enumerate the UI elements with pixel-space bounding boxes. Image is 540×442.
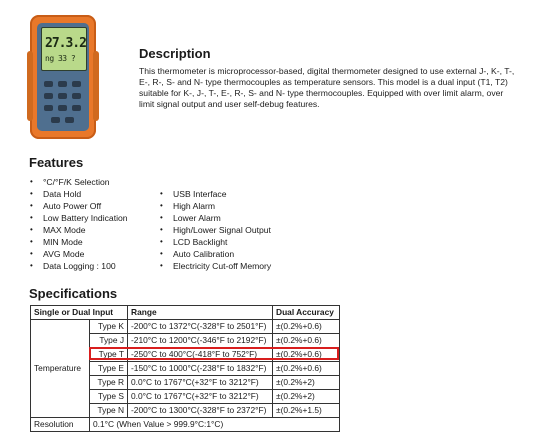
range-cell: -210°C to 1200°C(-346°F to 2192°F) [128,334,273,348]
thermocouple-type: Type K [90,320,128,334]
accuracy-cell: ±(0.2%+0.6) [273,334,340,348]
feature-item: • Data Hold [30,188,128,200]
table-row [31,320,340,334]
accuracy-cell: ±(0.2%+0.6) [273,362,340,376]
feature-item: • Data Logging : 100 [30,260,128,272]
accuracy-cell: ±(0.2%+2) [273,390,340,404]
accuracy-cell: ±(0.2%+0.6) [273,320,340,334]
temperature-label: Temperature [31,320,90,418]
feature-item: • LCD Backlight [160,236,271,248]
column-header-input: Single or Dual Input [31,306,128,320]
thermocouple-type: Type N [90,404,128,418]
range-cell: -200°C to 1372°C(-328°F to 2501°F) [128,320,273,334]
feature-item: • USB Interface [160,188,271,200]
range-cell: 0.0°C to 1767°C(+32°F to 3212°F) [128,376,273,390]
accuracy-cell: ±(0.2%+0.6) [273,348,340,362]
feature-item: • Low Battery Indication [30,212,128,224]
thermocouple-type: Type T [90,348,128,362]
accuracy-cell: ±(0.2%+1.5) [273,404,340,418]
specifications-table [30,305,340,432]
feature-item: • MIN Mode [30,236,128,248]
feature-item: • High Alarm [160,200,271,212]
feature-item: • Electricity Cut-off Memory [160,260,271,272]
range-cell: -150°C to 1000°C(-238°F to 1832°F) [128,362,273,376]
device-right-grip [93,51,99,121]
device-key [72,81,81,87]
thermocouple-type: Type J [90,334,128,348]
feature-item: • MAX Mode [30,224,128,236]
thermocouple-type: Type E [90,362,128,376]
table-header-row [31,306,340,320]
range-cell: -200°C to 1300°C(-328°F to 2372°F) [128,404,273,418]
device-key [72,93,81,99]
device-key [44,81,53,87]
feature-item: • Auto Power Off [30,200,128,212]
range-cell: 0.0°C to 1767°C(+32°F to 3212°F) [128,390,273,404]
device-lcd [41,27,87,71]
thermocouple-type: Type R [90,376,128,390]
resolution-label: Resolution [31,418,90,432]
device-left-grip [27,51,33,121]
device-key [58,105,67,111]
specifications-heading: Specifications [29,286,118,301]
device-key [51,117,60,123]
device-key [44,105,53,111]
feature-item: • Auto Calibration [160,248,271,260]
accuracy-cell: ±(0.2%+2) [273,376,340,390]
feature-item: • High/Lower Signal Output [160,224,271,236]
device-key [44,93,53,99]
resolution-value: 0.1°C (When Value > 999.9°C:1°C) [90,418,340,432]
lcd-sub-reading: ng 33 ? [45,54,76,63]
features-list-left [30,176,128,272]
thermocouple-type: Type S [90,390,128,404]
column-header-accuracy: Dual Accuracy [273,306,340,320]
thermometer-device-image [30,15,96,139]
column-header-range: Range [128,306,273,320]
device-key [65,117,74,123]
device-key [72,105,81,111]
table-row-resolution [31,418,340,432]
device-key [58,81,67,87]
device-key [58,93,67,99]
features-heading: Features [29,155,84,170]
description-heading: Description [139,46,211,61]
feature-item: • AVG Mode [30,248,128,260]
description-text: This thermometer is microprocessor-based, digital thermometer designed to use external J-, K-, T-, E-, R-, S- and N- type thermocouples as temperature sensors. This model is a dual input (T1, T2) suitable for K-, J-, T-, E-, R-, S- and N- type thermocouples. Equipped with over limit alarm, over limit signal output and user self-debug features. [139,66,515,109]
lcd-main-reading: 27.3.2 [45,36,86,51]
features-list-right [160,188,271,272]
feature-item: • Lower Alarm [160,212,271,224]
range-cell: -250°C to 400°C(-418°F to 752°F) [128,348,273,362]
feature-item: • °C/°F/K Selection [30,176,128,188]
